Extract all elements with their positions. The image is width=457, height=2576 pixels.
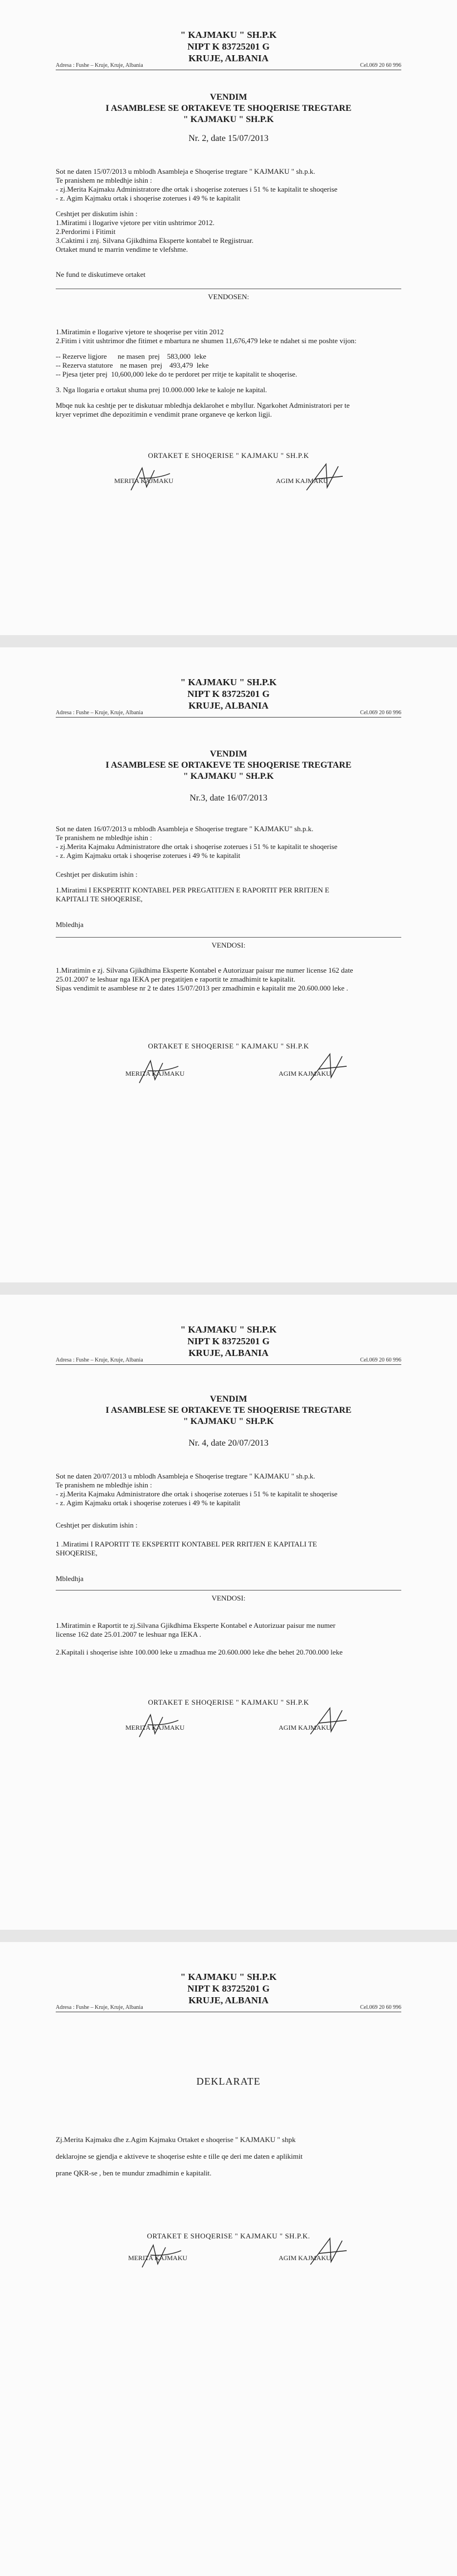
title-line-1: VENDIM — [210, 1394, 247, 1404]
company-address: Adresa : Fushe – Kruje, Kruje, Albania — [56, 1357, 143, 1363]
decision-line: Mbqe nuk ka ceshtje per te diskutuar mbledhja deklarohet e mbyllur. Ngarkohet Administratori per te — [56, 401, 350, 409]
signature-scribble-icon — [137, 2240, 187, 2273]
meeting-label: Mbledhja — [56, 920, 84, 929]
signatory-left: MERITA KAJMAKU — [114, 477, 174, 485]
signatories-heading: ORTAKET E SHOQERISE " KAJMAKU " SH.P.K — [148, 451, 309, 460]
title-line-2: I ASAMBLESE SE ORTAKEVE TE SHOQERISE TREGTARE — [105, 760, 352, 770]
intro-line: Sot ne daten 15/07/2013 u mblodh Asambleja e Shoqerise tregtare " KAJMAKU " sh.p.k. — [56, 167, 315, 175]
decision-items — [56, 966, 401, 993]
letterhead — [0, 676, 457, 711]
signatory-right: AGIM KAJMAKU — [279, 1070, 331, 1077]
company-name: " KAJMAKU " SH.P.K — [180, 1972, 277, 1982]
decision-items — [56, 1621, 401, 1657]
company-phone: Cel.069 20 60 996 — [360, 710, 401, 716]
intro-line: - z. Agim Kajmaku ortak i shoqerise zoterues i 49 % te kapitalit — [56, 851, 241, 860]
decision-number: Nr. 2, date 15/07/2013 — [188, 134, 269, 143]
company-nipt: NIPT K 83725201 G — [187, 1336, 270, 1346]
decision-line: 3. Nga llogaria e ortakut shuma prej 10.000.000 leke te kaloje ne kapital. — [56, 386, 268, 394]
letterhead — [0, 29, 457, 64]
letterhead — [0, 1324, 457, 1359]
signatories-heading: ORTAKET E SHOQERISE " KAJMAKU " SH.P.K — [148, 1042, 309, 1050]
agenda-heading: Ceshtjet per diskutim ishin : — [56, 1521, 138, 1529]
signature-scribble-icon — [134, 1709, 184, 1743]
agenda-heading: Ceshtjet per diskutim ishin : — [56, 209, 138, 218]
decision-line: -- Rezerve ligjore ne masen prej 583,000 leke — [56, 352, 207, 360]
signature-scribble-icon — [125, 462, 176, 496]
decision-line: -- Rezerva statutore ne masen prej 493,479 leke — [56, 361, 209, 369]
company-nipt: NIPT K 83725201 G — [187, 41, 270, 52]
company-city: KRUJE, ALBANIA — [188, 53, 269, 64]
agenda-block — [56, 209, 401, 254]
company-phone: Cel.069 20 60 996 — [360, 62, 401, 69]
agenda-item: Ortaket mund te marrin vendime te vlefshme. — [56, 245, 188, 253]
decision-line: kryer veprimet dhe depozitimin e vendimit prane organeve qe kerkon ligji. — [56, 410, 272, 418]
signatory-left: MERITA KAJMAKU — [125, 1724, 185, 1731]
decision-line: 2.Kapitali i shoqerise ishte 100.000 leke u zmadhua me 20.600.000 leke dhe behet 20.700.000 leke — [56, 1648, 343, 1656]
decision-line: 1.Miratimin e llogarive vjetore te shoqerise per vitin 2012 — [56, 328, 224, 336]
title-line-3: " KAJMAKU " SH.P.K — [183, 115, 274, 124]
agenda-block — [56, 870, 401, 904]
decision-title — [0, 92, 457, 125]
agenda-item: 1.Miratimi I EKSPERTIT KONTABEL PER PREGATITJEN E RAPORTIT PER RRITJEN E — [56, 886, 329, 894]
declaration-line: deklarojne se gjendja e aktiveve te shoqerise eshte e tille qe deri me daten e aplikimit — [56, 2152, 303, 2160]
agenda-item: 1 .Miratimi I RAPORTIT TE EKSPERTIT KONTABEL PER RRITJEN E KAPITALI TE — [56, 1540, 317, 1548]
decision-number: Nr. 4, date 20/07/2013 — [188, 1438, 269, 1448]
agenda-item: 3.Caktimi i znj. Silvana Gjikdhima Eksperte kontabel te Regjistruar. — [56, 236, 254, 245]
page-4 — [0, 1942, 457, 2576]
company-name: " KAJMAKU " SH.P.K — [180, 30, 277, 40]
company-phone: Cel.069 20 60 996 — [360, 1357, 401, 1363]
intro-line: - zj.Merita Kajmaku Administratore dhe ortak i shoqerise zoterues i 51 % te kapitalit te shoqerise — [56, 842, 338, 851]
decision-line: 2.Fitim i vitit ushtrimor dhe fitimet e mbartura ne shumen 11,676,479 leke te ndahet si me poshte vijon: — [56, 336, 357, 345]
company-city: KRUJE, ALBANIA — [188, 1348, 269, 1358]
company-name: " KAJMAKU " SH.P.K — [180, 677, 277, 687]
intro-block — [56, 167, 401, 203]
company-name: " KAJMAKU " SH.P.K — [180, 1324, 277, 1335]
company-nipt: NIPT K 83725201 G — [187, 689, 270, 699]
decision-number: Nr.3, date 16/07/2013 — [189, 793, 268, 803]
company-address: Adresa : Fushe – Kruje, Kruje, Albania — [56, 2004, 143, 2011]
declaration-title: DEKLARATE — [196, 2076, 261, 2087]
signatory-right: AGIM KAJMAKU — [279, 2254, 331, 2262]
company-city: KRUJE, ALBANIA — [188, 1995, 269, 2006]
title-line-3: " KAJMAKU " SH.P.K — [183, 772, 274, 781]
agenda-item: 2.Perdorimi i Fitimit — [56, 227, 116, 236]
signatories-heading: ORTAKET E SHOQERISE " KAJMAKU " SH.P.K. — [147, 2232, 310, 2240]
decision-line: 1.Miratimin e zj. Silvana Gjikdhima Eksperte Kontabel e Autorizuar paisur me numer license 162 date — [56, 966, 353, 974]
decision-line: -- Pjesa tjeter prej 10,600,000 leke do te perdoret per rritje te kapitalit te shoqerise. — [56, 370, 298, 378]
agenda-heading: Ceshtjet per diskutim ishin : — [56, 870, 138, 879]
decision-title — [0, 749, 457, 782]
section-decided: VENDOSI: — [56, 1590, 401, 1603]
decision-line: license 162 date 25.01.2007 te leshuar nga IEKA . — [56, 1630, 202, 1638]
signature-scribble-icon — [308, 1704, 352, 1743]
signatories-heading: ORTAKET E SHOQERISE " KAJMAKU " SH.P.K — [148, 1698, 309, 1706]
intro-line: - z. Agim Kajmaku ortak i shoqerise zoterues i 49 % te kapitalit — [56, 1499, 241, 1507]
address-row — [56, 2004, 401, 2012]
intro-line: Te pranishem ne mbledhje ishin : — [56, 833, 152, 842]
intro-line: - zj.Merita Kajmaku Administratore dhe ortak i shoqerise zoterues i 51 % te kapitalit te shoqerise — [56, 185, 338, 193]
company-address: Adresa : Fushe – Kruje, Kruje, Albania — [56, 710, 143, 716]
decision-items — [56, 328, 401, 419]
intro-line: Te pranishem ne mbledhje ishin : — [56, 176, 152, 184]
section-decided: VENDOSEN: — [56, 289, 401, 301]
signatory-right: AGIM KAJMAKU — [279, 1724, 331, 1731]
intro-line: Sot ne daten 20/07/2013 u mblodh Asambleja e Shoqerise tregtare " KAJMAKU " sh.p.k. — [56, 1472, 315, 1480]
company-address: Adresa : Fushe – Kruje, Kruje, Albania — [56, 62, 143, 69]
company-phone: Cel.069 20 60 996 — [360, 2004, 401, 2011]
company-city: KRUJE, ALBANIA — [188, 700, 269, 711]
declaration-body — [56, 2131, 401, 2182]
title-line-2: I ASAMBLESE SE ORTAKEVE TE SHOQERISE TREGTARE — [105, 104, 352, 113]
intro-line: - z. Agim Kajmaku ortak i shoqerise zoterues i 49 % te kapitalit — [56, 194, 241, 202]
intro-line: Sot ne daten 16/07/2013 u mblodh Asambleja e Shoqerise tregtare " KAJMAKU" sh.p.k. — [56, 824, 314, 833]
agenda-item: 1.Miratimi i llogarive vjetore per vitin ushtrimor 2012. — [56, 218, 215, 227]
end-discussion: Ne fund te diskutimeve ortaket — [56, 270, 146, 279]
decision-line: Sipas vendimit te asamblese nr 2 te dates 15/07/2013 per zmadhimin e kapitalit me 20.600.000 leke . — [56, 984, 348, 992]
intro-line: - zj.Merita Kajmaku Administratore dhe ortak i shoqerise zoterues i 51 % te kapitalit te shoqerise — [56, 1490, 338, 1498]
intro-block — [56, 1472, 401, 1507]
page-3 — [0, 1295, 457, 1930]
declaration-line: prane QKR-se , ben te mundur zmadhimin e kapitalit. — [56, 2169, 212, 2177]
signatory-right: AGIM KAJMAKU — [276, 477, 328, 485]
signature-scribble-icon — [308, 1050, 352, 1089]
decision-line: 25.01.2007 te leshuar nga IEKA per pregatitjen e raportit te zmadhimit te kapitalit. — [56, 975, 295, 983]
signature-scribble-icon — [134, 1055, 184, 1089]
decision-title — [0, 1394, 457, 1427]
intro-block — [56, 824, 401, 860]
signatory-left: MERITA KAJMAKU — [125, 1070, 185, 1077]
intro-line: Te pranishem ne mbledhje ishin : — [56, 1481, 152, 1489]
title-line-1: VENDIM — [210, 749, 247, 759]
signatory-left: MERITA KAJMAKU — [128, 2254, 188, 2262]
page-2 — [0, 647, 457, 1282]
address-row — [56, 710, 401, 718]
agenda-item: KAPITALI TE SHOQERISE, — [56, 895, 143, 903]
company-nipt: NIPT K 83725201 G — [187, 1983, 270, 1994]
signature-scribble-icon — [308, 2234, 352, 2273]
letterhead — [0, 1971, 457, 2006]
title-line-3: " KAJMAKU " SH.P.K — [183, 1417, 274, 1426]
address-row — [56, 1357, 401, 1365]
page-1 — [0, 0, 457, 635]
section-decided: VENDOSI: — [56, 937, 401, 950]
signature-scribble-icon — [304, 460, 348, 499]
title-line-1: VENDIM — [210, 92, 247, 102]
agenda-item: SHOQERISE, — [56, 1549, 98, 1557]
declaration-line: Zj.Merita Kajmaku dhe z.Agim Kajmaku Ortaket e shoqerise " KAJMAKU " shpk — [56, 2135, 296, 2144]
address-row — [56, 62, 401, 70]
decision-line: 1.Miratimin e Raportit te zj.Silvana Gjikdhima Eksperte Kontabel e Autorizuar paisur me numer — [56, 1621, 336, 1629]
agenda-block — [56, 1521, 401, 1558]
title-line-2: I ASAMBLESE SE ORTAKEVE TE SHOQERISE TREGTARE — [105, 1406, 352, 1415]
meeting-label: Mbledhja — [56, 1574, 84, 1583]
